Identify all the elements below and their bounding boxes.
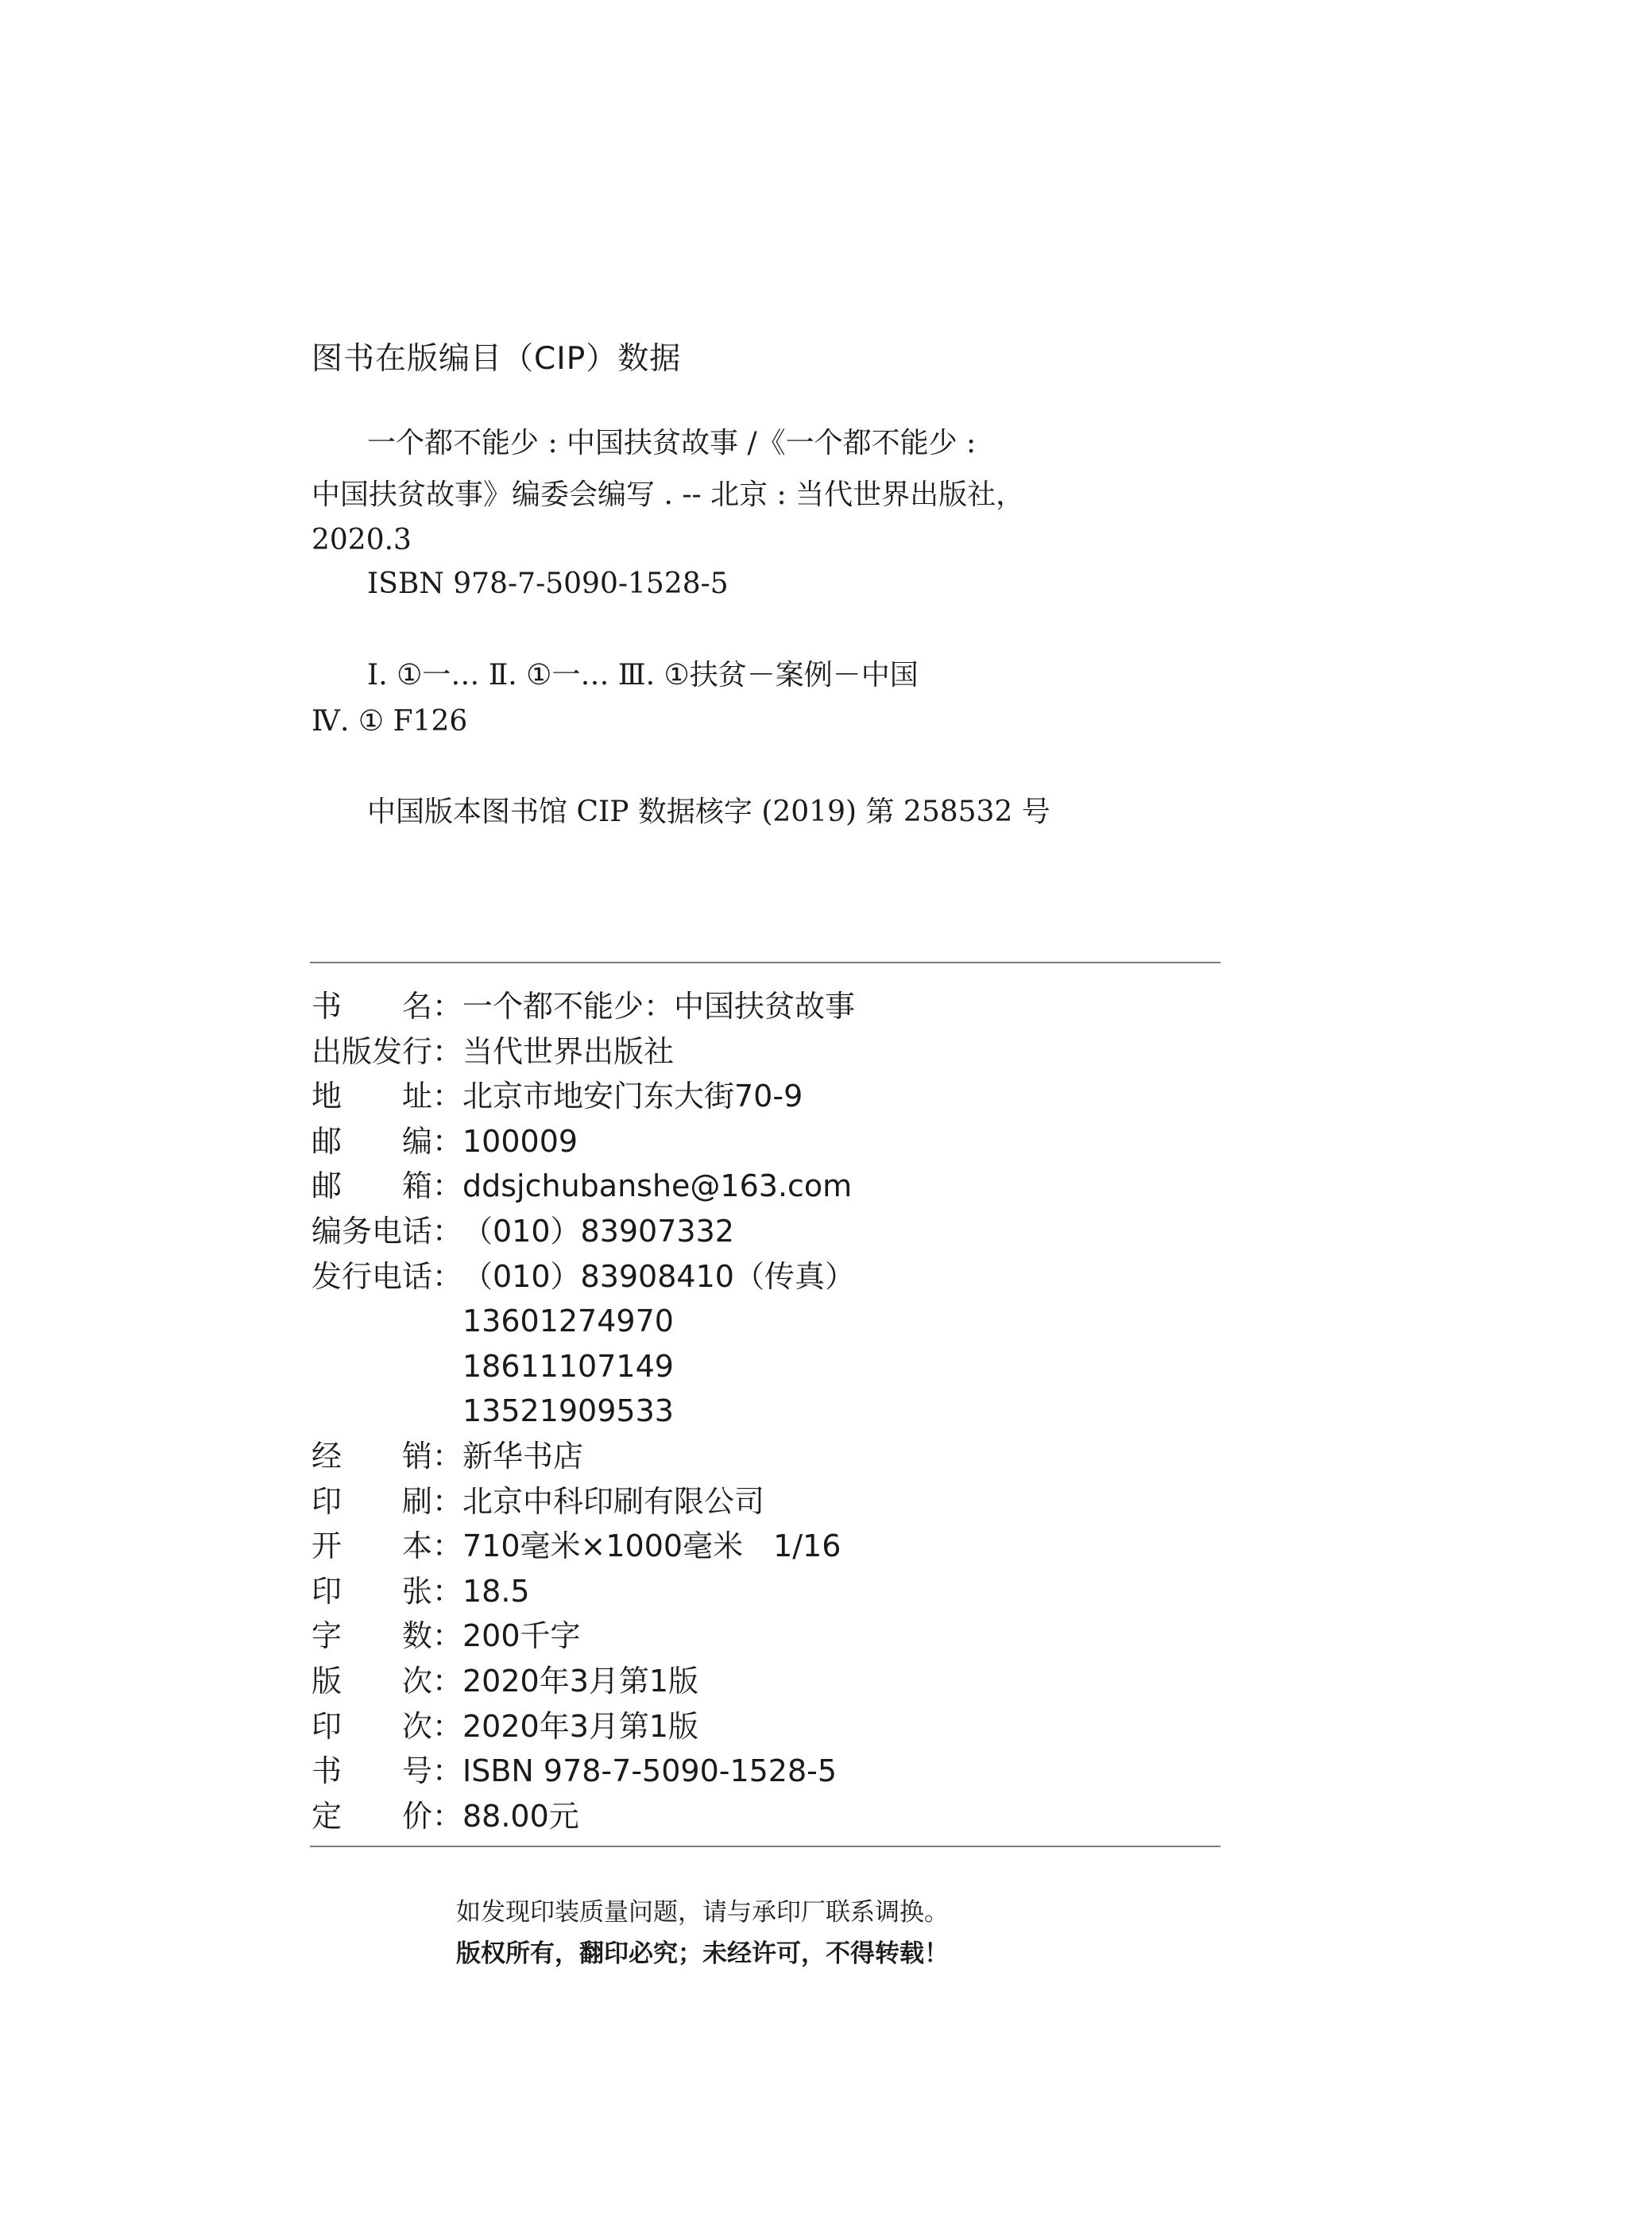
info-label: 书 号 <box>311 1753 432 1789</box>
price-value: 88.00元 <box>462 1798 579 1834</box>
info-colon: ： <box>432 1258 463 1294</box>
info-label: 开 本 <box>311 1528 432 1564</box>
info-label: 印 刷 <box>311 1483 432 1519</box>
email-value: ddsjchubanshe@163.com <box>462 1168 853 1204</box>
wordcount-value: 200千字 <box>462 1618 581 1654</box>
book-title-value: 一个都不能少：中国扶贫故事 <box>462 989 856 1024</box>
info-colon: ： <box>432 1483 463 1519</box>
info-label: 字 数 <box>311 1618 432 1654</box>
info-label: 定 价 <box>311 1798 432 1834</box>
info-label: 印 次 <box>311 1708 432 1744</box>
bottom-divider <box>310 1846 1221 1847</box>
cip-title-line: 一个都不能少 : 中国扶贫故事 /《一个都不能少 : <box>367 427 977 459</box>
info-label: 版 次 <box>311 1663 432 1699</box>
top-divider <box>310 962 1221 963</box>
postcode-value: 100009 <box>462 1123 578 1159</box>
info-label: 印 张 <box>311 1573 432 1609</box>
info-colon: ： <box>432 1438 463 1474</box>
copyright-notice: 版权所有，翻印必究；未经许可，不得转载！ <box>456 1939 949 1968</box>
impression-value: 2020年3月第1版 <box>462 1708 699 1744</box>
info-colon: ： <box>432 1123 463 1159</box>
info-colon: ： <box>432 1798 463 1834</box>
info-colon: ： <box>432 1168 463 1204</box>
sales-phone-extra: 18611107149 <box>462 1348 674 1384</box>
info-label: 地 址 <box>311 1079 432 1114</box>
info-label: 邮 箱 <box>311 1168 432 1204</box>
cip-author-line: 中国扶贫故事》编委会编写 . -- 北京 : 当代世界出版社， <box>311 478 1025 511</box>
sheets-value: 18.5 <box>462 1573 530 1609</box>
sales-phone-extra: 13521909533 <box>462 1393 674 1429</box>
info-colon: ： <box>432 1079 463 1114</box>
cip-record-number: 中国版本图书馆 CIP 数据核字 (2019) 第 258532 号 <box>367 796 1050 828</box>
info-colon: ： <box>432 1213 463 1249</box>
edition-value: 2020年3月第1版 <box>462 1663 699 1699</box>
cip-subject-line: Ⅰ. ①一… Ⅱ. ①一… Ⅲ. ①扶贫－案例－中国 <box>367 659 919 692</box>
distributor-value: 新华书店 <box>462 1438 584 1474</box>
printer-value: 北京中科印刷有限公司 <box>462 1483 765 1519</box>
format-value: 710毫米×1000毫米 1/16 <box>462 1528 841 1564</box>
address-value: 北京市地安门东大街70-9 <box>462 1079 803 1114</box>
info-label: 编务电话 <box>311 1213 433 1249</box>
sales-phone-value: （010）83908410（传真） <box>462 1258 855 1294</box>
info-label: 经 销 <box>311 1438 432 1474</box>
info-colon: ： <box>432 1708 463 1744</box>
cip-date-line: 2020.3 <box>311 524 412 556</box>
info-colon: ： <box>432 1663 463 1699</box>
publisher-value: 当代世界出版社 <box>462 1033 675 1069</box>
info-label: 书 名 <box>311 989 432 1024</box>
info-label: 出版发行 <box>311 1033 433 1069</box>
isbn-value: ISBN 978-7-5090-1528-5 <box>462 1753 838 1789</box>
cip-classification-line: Ⅳ. ① F126 <box>311 705 468 738</box>
cip-isbn-line: ISBN 978-7-5090-1528-5 <box>367 568 729 600</box>
info-colon: ： <box>432 1573 463 1609</box>
info-colon: ： <box>432 1753 463 1789</box>
info-colon: ： <box>432 989 463 1024</box>
quality-notice: 如发现印装质量问题，请与承印厂联系调换。 <box>456 1898 949 1927</box>
info-label: 发行电话 <box>311 1258 433 1294</box>
sales-phone-extra: 13601274970 <box>462 1304 674 1339</box>
editorial-phone-value: （010）83907332 <box>462 1213 734 1249</box>
info-colon: ： <box>432 1618 463 1654</box>
info-colon: ： <box>432 1528 463 1564</box>
cip-heading: 图书在版编目（CIP）数据 <box>311 341 682 377</box>
info-colon: ： <box>432 1033 463 1069</box>
info-label: 邮 编 <box>311 1123 432 1159</box>
